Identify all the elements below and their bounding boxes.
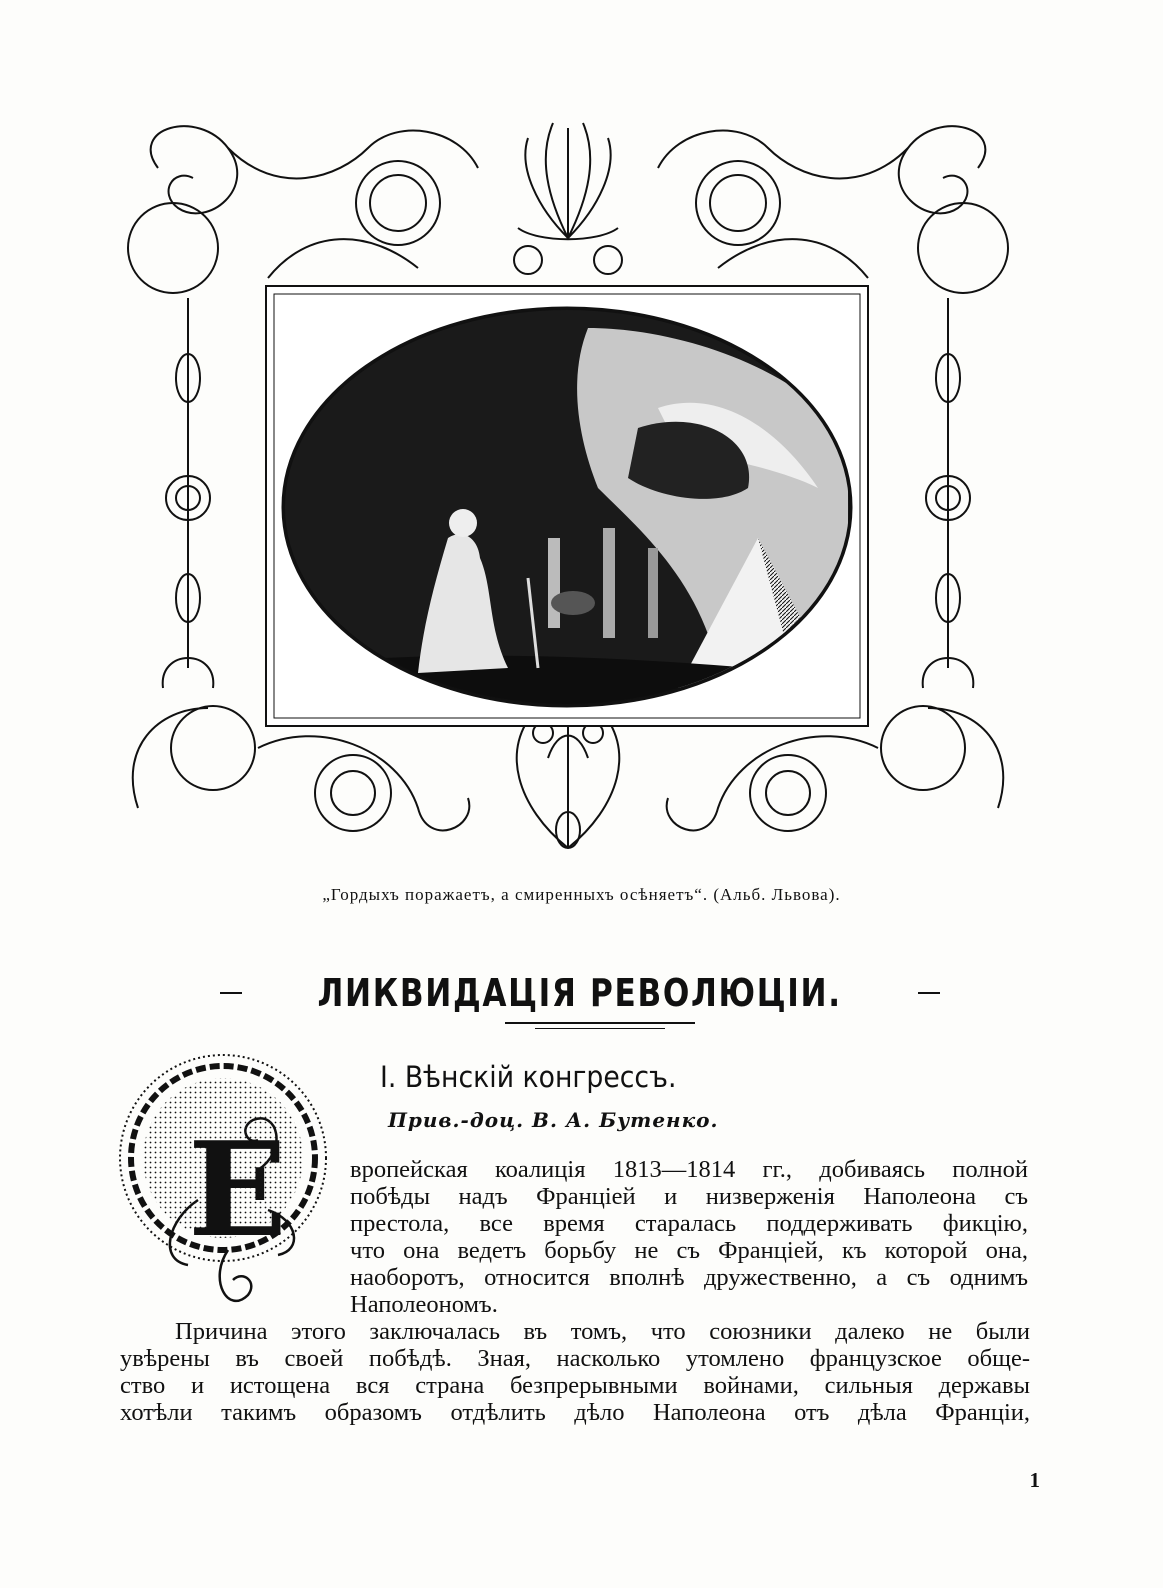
paragraph-2-line: хотѣли такимъ образомъ отдѣлить дѣло Наполеона отъ дѣла Франціи, <box>120 1399 1030 1426</box>
author-line: Прив.-доц. В. А. Бутенко. <box>388 1108 719 1132</box>
paragraph-1-line: Наполеономъ. <box>350 1291 498 1318</box>
paragraph-1-line: наоборотъ, относится вполнѣ дружественно, а съ однимъ <box>350 1264 1028 1291</box>
illustration-caption: „Гордыхъ поражаетъ, а смиренныхъ осѣняетъ“. (Альб. Львова). <box>322 885 841 904</box>
paragraph-1-line: престола, все время старалась поддерживать фикцію, <box>350 1210 1028 1237</box>
paragraph-2-line: ство и истощена вся страна безпрерывными войнами, сильныя державы <box>120 1372 1030 1399</box>
ornamental-frame-illustration <box>118 108 1018 878</box>
paragraph-2 <box>120 1318 1030 1426</box>
drop-cap-letter: Е <box>188 1113 288 1266</box>
paragraph-1 <box>350 1156 1028 1318</box>
title-divider <box>505 1022 695 1029</box>
title-block <box>230 958 930 1028</box>
paragraph-2-line: увѣрены въ своей побѣдѣ. Зная, насколько утомлено французское обще- <box>120 1345 1030 1372</box>
title-rule-right <box>918 985 940 1001</box>
paragraph-1-line: побѣды надъ Франціей и низверженія Наполеона съ <box>350 1183 1028 1210</box>
page-number: 1 <box>1029 1468 1040 1492</box>
decorative-initial <box>118 1050 328 1325</box>
page-title: ЛИКВИДАЦІЯ РЕВОЛЮЦІИ. <box>317 971 843 1015</box>
section-title: I. Вѣнскій конгрессъ. <box>380 1060 677 1094</box>
paragraph-1-line: что она ведетъ борьбу не съ Франціей, къ которой она, <box>350 1237 1028 1264</box>
title-rule-left <box>220 985 242 1001</box>
paragraph-1-line: вропейская коалиція 1813—1814 гг., добиваясь полной <box>350 1156 1028 1183</box>
paragraph-2-line: Причина этого заключалась въ томъ, что союзники далеко не были <box>175 1318 1030 1345</box>
